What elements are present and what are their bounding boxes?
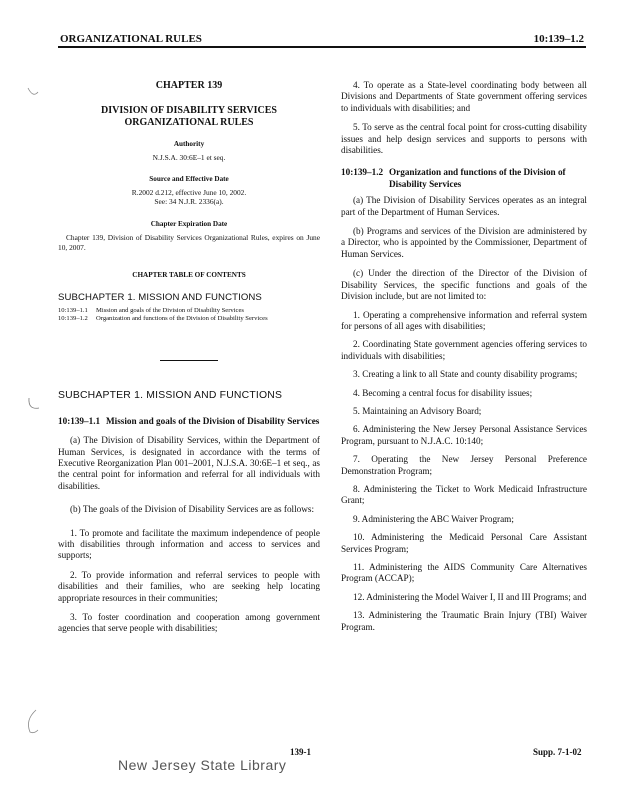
- section-number: 10:139–1.2: [341, 167, 384, 178]
- source-line-2: See: 34 N.J.R. 2336(a).: [154, 197, 224, 207]
- function-item: 12. Administering the Model Waiver I, II and III Programs; and: [353, 591, 587, 602]
- library-watermark: New Jersey State Library: [118, 757, 287, 773]
- toc-entry[interactable]: [58, 307, 320, 315]
- toc-entry-title: Organization and functions of the Division of Disability Services: [96, 315, 268, 323]
- chapter-title: [58, 105, 320, 129]
- header-rule: [58, 46, 586, 48]
- toc-entry-number: 10:139–1.1: [58, 306, 88, 314]
- chapter-number: CHAPTER 139: [155, 80, 223, 91]
- section-title: Mission and goals of the Division of Disability Services: [106, 415, 320, 426]
- toc-entry-title: Mission and goals of the Division of Disability Services: [96, 306, 244, 314]
- section-heading: [341, 167, 587, 190]
- paragraph-a: (a) The Division of Disability Services, within the Department of Human Services, is designated in accordance with the terms of Executive Reorganization Plan 001–2001, N.J.S.A. 30:6E–1 et seq., as the central point for information and referral for all individuals with disabilities.: [58, 435, 320, 491]
- right-column: [341, 80, 587, 633]
- expiration-text: Chapter 139, Division of Disability Services Organizational Rules, expires on June 10, 2007.: [58, 233, 320, 252]
- function-item: 9. Administering the ABC Waiver Program;: [353, 513, 514, 524]
- toc-heading: CHAPTER TABLE OF CONTENTS: [132, 271, 246, 280]
- goal-item: 3. To foster coordination and cooperation among government agencies that serve people with disabilities;: [58, 612, 320, 634]
- paragraph-a: (a) The Division of Disability Services operates as an integral part of the Department of Human Services.: [341, 195, 587, 217]
- header-title: ORGANIZATIONAL RULES: [60, 33, 202, 45]
- toc-list: [58, 307, 320, 323]
- running-header: [58, 33, 586, 47]
- toc-subchapter: SUBCHAPTER 1. MISSION AND FUNCTIONS: [58, 291, 262, 303]
- function-item: 13. Administering the Traumatic Brain Injury (TBI) Waiver Program.: [341, 610, 587, 632]
- function-item: 4. Becoming a central focus for disability issues;: [353, 387, 533, 398]
- authority-text: N.J.S.A. 30:6E–1 et seq.: [152, 152, 226, 162]
- chapter-title-line2: ORGANIZATIONAL RULES: [124, 117, 254, 129]
- function-item: 7. Operating the New Jersey Personal Preference Demonstration Program;: [341, 454, 587, 476]
- function-item: 5. Maintaining an Advisory Board;: [353, 405, 482, 416]
- goal-item: 4. To operate as a State-level coordinating body between all Divisions and Departments of State government offering services to individuals with disabilities; and: [341, 80, 587, 113]
- function-item: 6. Administering the New Jersey Personal Assistance Services Program, pursuant to N.J.A.C. 10:140;: [341, 424, 587, 446]
- section-title: Organization and functions of the Division of Disability Services: [389, 167, 566, 189]
- function-item: 2. Coordinating State government agencies offering services to individuals with disabilities;: [341, 339, 587, 361]
- function-item: 11. Administering the AIDS Community Care Alternatives Program (ACCAP);: [341, 562, 587, 584]
- chapter-title-line1: DIVISION OF DISABILITY SERVICES: [101, 105, 277, 117]
- paragraph-b: (b) Programs and services of the Division are administered by a Director, who is appointed by the Commissioner, Department of Human Services.: [341, 226, 587, 259]
- punch-hole-mark: [26, 396, 42, 418]
- paragraph-b: (b) The goals of the Division of Disability Services are as follows:: [70, 504, 315, 515]
- authority-heading: Authority: [173, 140, 205, 149]
- expiration-heading: Chapter Expiration Date: [150, 219, 228, 228]
- function-item: 10. Administering the Medicaid Personal Care Assistant Services Program;: [341, 532, 587, 554]
- toc-entry[interactable]: [58, 315, 320, 323]
- left-column: [58, 80, 320, 635]
- section-number: 10:139–1.1: [58, 415, 101, 426]
- source-heading: Source and Effective Date: [149, 175, 229, 184]
- section-divider: [160, 360, 218, 361]
- subchapter-heading: SUBCHAPTER 1. MISSION AND FUNCTIONS: [58, 390, 283, 402]
- paragraph-c: (c) Under the direction of the Director of the Division of Disability Services, the specific functions and goals of the Division include, but are not limited to:: [341, 268, 587, 302]
- goal-item: 1. To promote and facilitate the maximum independence of people with disabilities through information and access to services and supports;: [58, 527, 320, 561]
- page-number: 139-1: [290, 747, 311, 757]
- section-heading: [58, 416, 320, 427]
- punch-hole-mark: [24, 708, 40, 736]
- function-item: 1. Operating a comprehensive information and referral system for persons of all ages with disabilities;: [341, 309, 587, 331]
- header-section-number: 10:139–1.2: [533, 33, 584, 45]
- toc-entry-number: 10:139–1.2: [58, 315, 88, 323]
- punch-hole-mark: [26, 86, 40, 100]
- source-line-1: R.2002 d.212, effective June 10, 2002.: [131, 187, 247, 197]
- goal-item: 2. To provide information and referral services to people with disabilities and their families, who are seeking help locating appropriate resources in their communities;: [58, 569, 320, 603]
- supplement-date: Supp. 7-1-02: [533, 747, 582, 757]
- goal-item: 5. To serve as the central focal point for cross-cutting disability issues and help design services and supports to persons with disabilities.: [341, 122, 587, 156]
- function-item: 3. Creating a link to all State and county disability programs;: [353, 369, 578, 380]
- function-item: 8. Administering the Ticket to Work Medicaid Infrastructure Grant;: [341, 483, 587, 506]
